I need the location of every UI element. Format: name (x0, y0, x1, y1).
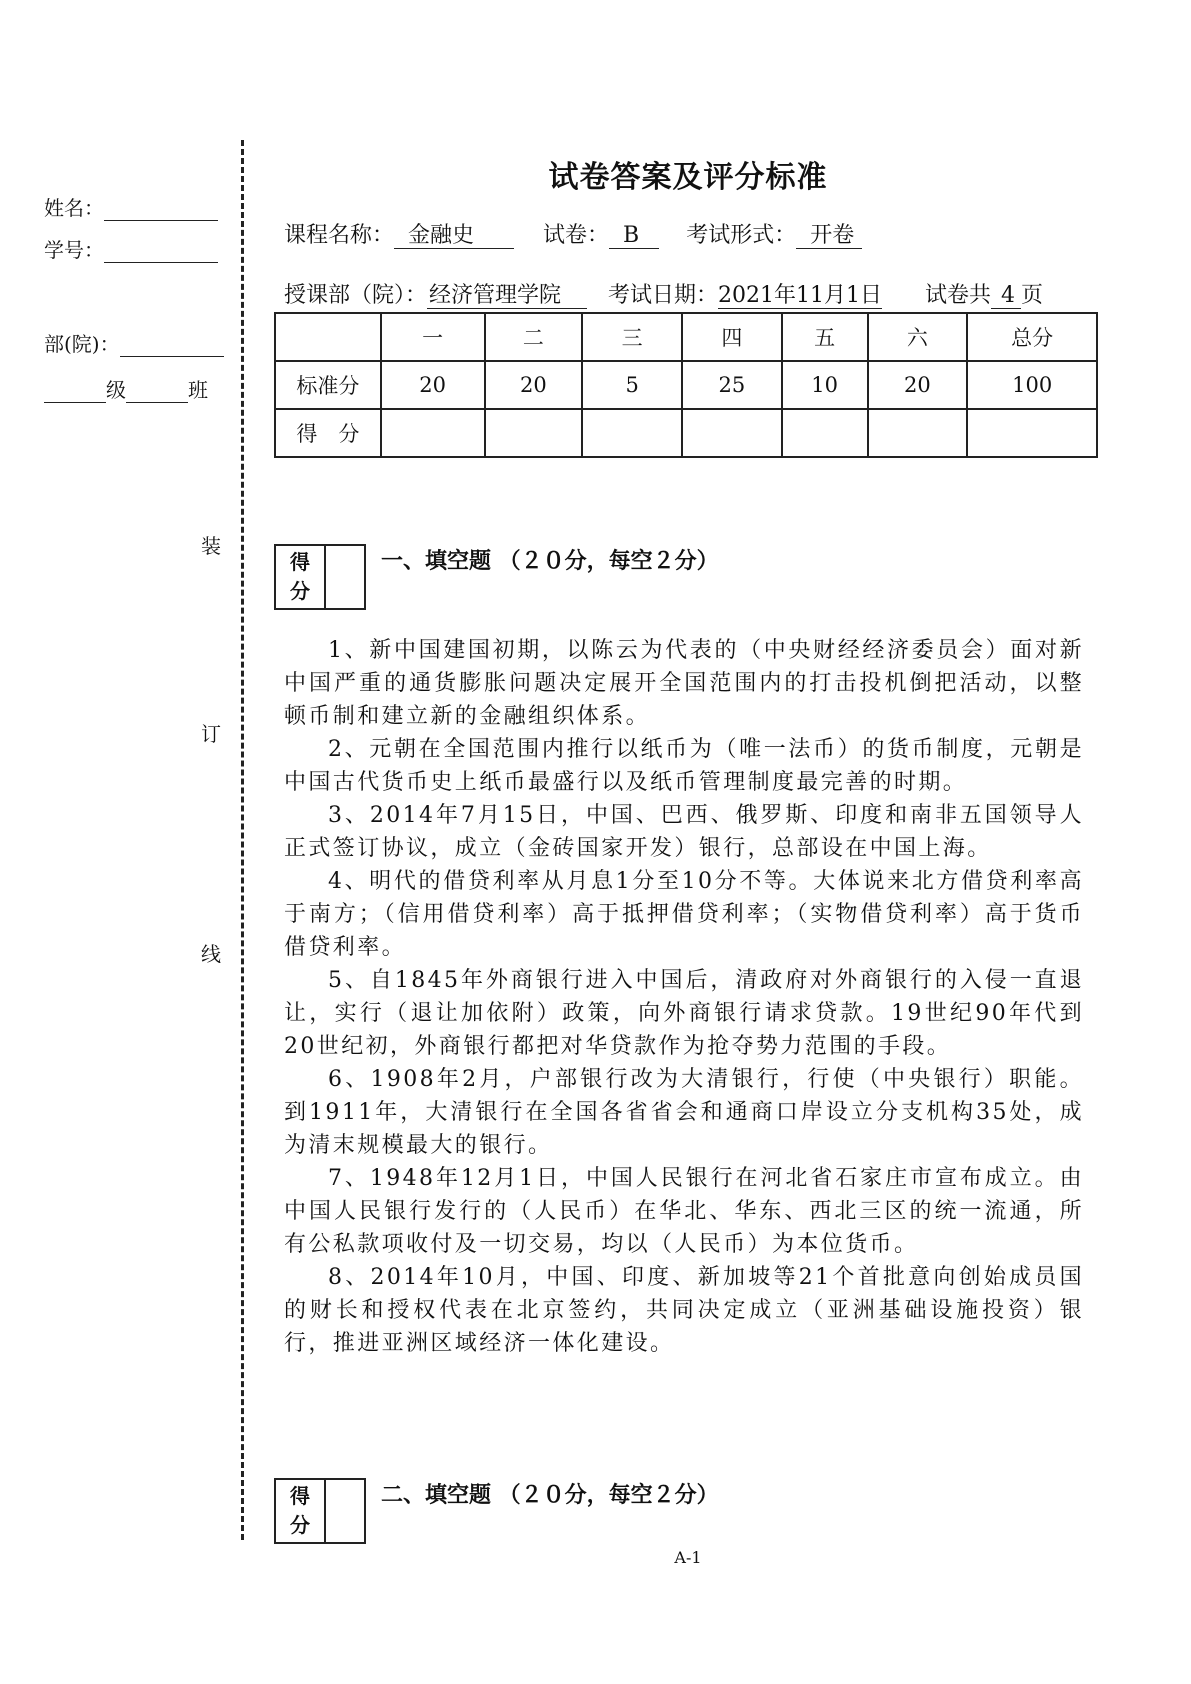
section2-title: 二、填空题 （２０分，每空２分） (381, 1483, 719, 1508)
table-cell: 标准分 (275, 361, 381, 409)
binding-dashed-line (241, 140, 244, 1540)
table-cell: 10 (782, 361, 868, 409)
exam-form-label: 考试形式： (686, 223, 797, 248)
table-cell: 20 (485, 361, 583, 409)
table-cell: 四 (682, 313, 782, 361)
table-cell[interactable] (582, 409, 682, 457)
question-item: 5、自1845年外商银行进入中国后，清政府对外商银行的入侵一直退让，实行（退让加依附）政策，向外商银行请求贷款。19世纪90年代到20世纪初，外商银行都把对华贷款作为抢夺势力范围的手段。 (284, 968, 1084, 1059)
name-blank[interactable] (104, 220, 218, 221)
score-box-label-bottom: 分 (290, 1513, 310, 1537)
answer-body (284, 634, 1084, 1360)
table-cell: 5 (582, 361, 682, 409)
course-value: 金融史 (394, 223, 514, 249)
question-item: 7、1948年12月1日，中国人民银行在河北省石家庄市宣布成立。由中国人民银行发行的（人民币）在华北、华东、西北三区的统一流通，所有公私款项收付及一切交易，均以（人民币）为本位货币。 (284, 1166, 1084, 1257)
table-cell: 100 (967, 361, 1097, 409)
name-label: 姓名： (44, 196, 104, 220)
teaching-dept-value: 经济管理学院 (427, 283, 587, 309)
table-cell[interactable] (485, 409, 583, 457)
seal-char-xian: 线 (201, 942, 221, 966)
score-box-label-top: 得 (290, 1484, 310, 1508)
table-cell: 五 (782, 313, 868, 361)
question-item: 4、明代的借贷利率从月息1分至10分不等。大体说来北方借贷利率高于南方；（信用借贷利率）高于抵押借贷利率；（实物借贷利率）高于货币借贷利率。 (284, 869, 1084, 960)
page-title: 试卷答案及评分标准 (548, 160, 828, 195)
table-cell[interactable] (782, 409, 868, 457)
exam-date-value: 2021年11月1日 (718, 283, 883, 308)
course-label: 课程名称： (284, 223, 395, 248)
table-cell[interactable] (868, 409, 968, 457)
table-cell: 总分 (967, 313, 1097, 361)
table-cell (275, 313, 381, 361)
table-cell: 三 (582, 313, 682, 361)
pages-prefix: 试卷共 (925, 283, 992, 308)
grade-class-field (44, 374, 208, 403)
question-item: 2、元朝在全国范围内推行以纸币为（唯一法币）的货币制度，元朝是中国古代货币史上纸币最盛行以及纸币管理制度最完善的时期。 (284, 737, 1084, 795)
obtained-score-row (275, 409, 1097, 457)
score-box-blank[interactable] (326, 1480, 364, 1542)
score-table-header-row (275, 313, 1097, 361)
question-item: 1、新中国建国初期，以陈云为代表的（中央财经经济委员会）面对新中国严重的通货膨胀问题决定展开全国范围内的打击投机倒把活动，以整顿币制和建立新的金融组织体系。 (284, 638, 1084, 729)
pages-suffix: 页 (1021, 283, 1044, 308)
score-box-label (276, 546, 326, 608)
table-cell: 25 (682, 361, 782, 409)
student-id-field (44, 234, 218, 263)
department-field (44, 328, 224, 357)
class-blank[interactable] (126, 402, 188, 403)
student-id-label: 学号： (44, 238, 104, 262)
department-label: 部(院)： (44, 332, 120, 356)
score-table (274, 312, 1098, 458)
table-cell[interactable] (682, 409, 782, 457)
section1-title: 一、填空题 （２０分，每空２分） (381, 549, 719, 574)
score-box-label-top: 得 (290, 550, 310, 574)
page-number: A-1 (674, 1548, 702, 1567)
pages-value: 4 (991, 283, 1021, 309)
name-field (44, 192, 218, 221)
score-box-label-bottom: 分 (290, 579, 310, 603)
seal-char-ding: 订 (201, 722, 221, 746)
seal-char-zhuang: 装 (201, 534, 221, 558)
dept-date-row (284, 278, 1043, 309)
exam-date-label: 考试日期： (608, 283, 719, 308)
table-cell: 一 (381, 313, 485, 361)
exam-form-value: 开卷 (796, 223, 862, 249)
section1-score-box (274, 544, 366, 610)
table-cell[interactable] (381, 409, 485, 457)
table-cell[interactable] (967, 409, 1097, 457)
table-cell: 得 分 (275, 409, 381, 457)
student-id-blank[interactable] (104, 262, 218, 263)
table-cell: 二 (485, 313, 583, 361)
question-item: 3、2014年7月15日，中国、巴西、俄罗斯、印度和南非五国领导人正式签订协议，成立（金砖国家开发）银行，总部设在中国上海。 (284, 803, 1084, 861)
table-cell: 六 (868, 313, 968, 361)
course-info-row (284, 218, 862, 249)
grade-label: 级 (106, 378, 126, 402)
grade-blank[interactable] (44, 402, 106, 403)
class-label: 班 (188, 378, 208, 402)
table-cell: 20 (868, 361, 968, 409)
paper-label: 试卷： (543, 223, 610, 248)
score-box-blank[interactable] (326, 546, 364, 608)
score-box-label (276, 1480, 326, 1542)
question-item: 6、1908年2月，户部银行改为大清银行，行使（中央银行）职能。到1911年，大清银行在全国各省省会和通商口岸设立分支机构35处，成为清末规模最大的银行。 (284, 1067, 1084, 1158)
teaching-dept-label: 授课部（院）： (284, 283, 428, 308)
section2-score-box (274, 1478, 366, 1544)
standard-score-row (275, 361, 1097, 409)
question-item: 8、2014年10月，中国、印度、新加坡等21个首批意向创始成员国的财长和授权代表在北京签约，共同决定成立（亚洲基础设施投资）银行，推进亚洲区域经济一体化建设。 (284, 1265, 1084, 1356)
department-blank[interactable] (120, 356, 224, 357)
table-cell: 20 (381, 361, 485, 409)
paper-value: B (609, 223, 659, 249)
